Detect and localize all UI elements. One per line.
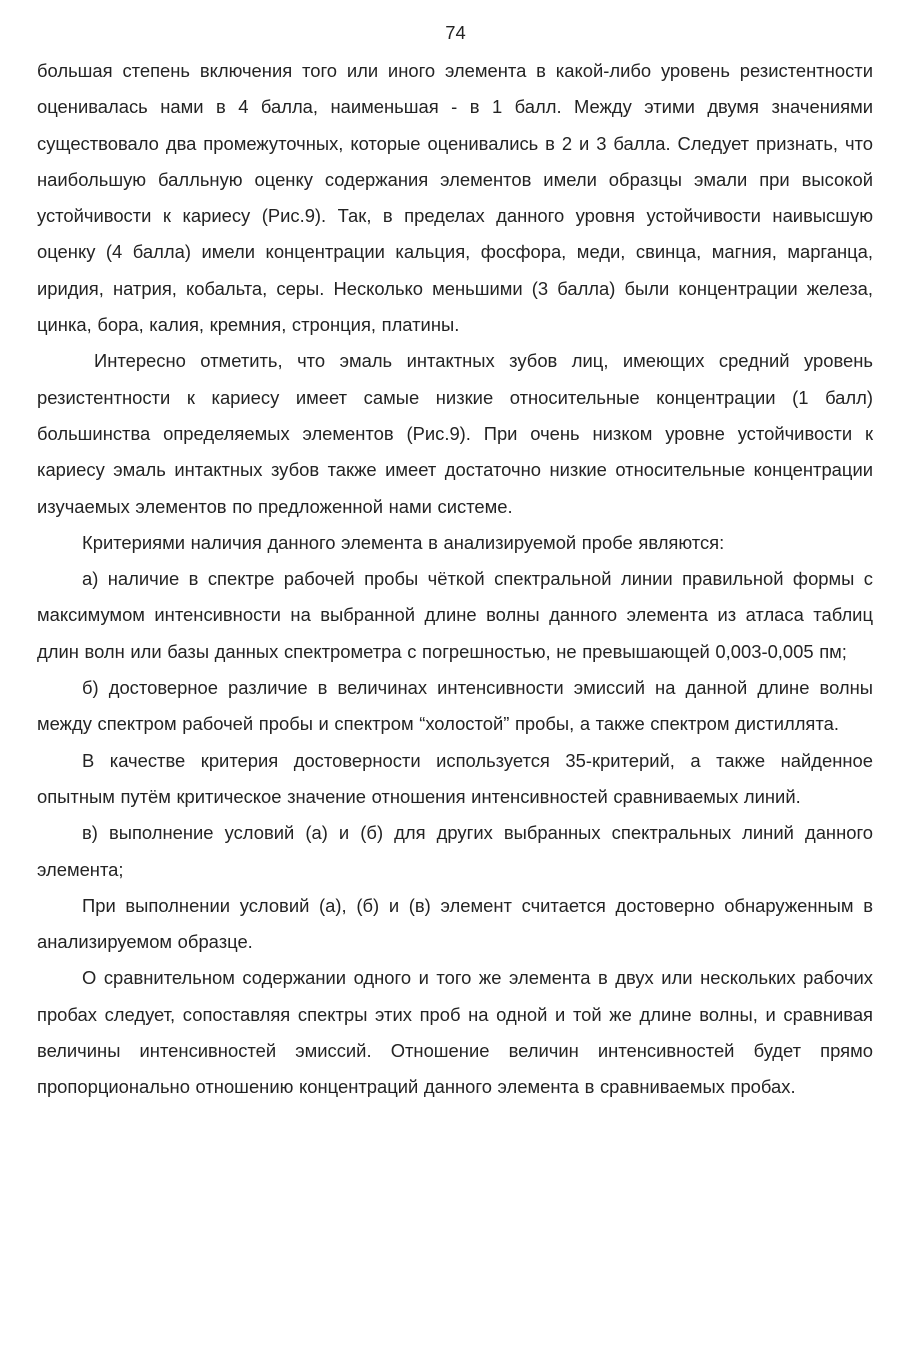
- paragraph-detection-conclusion: При выполнении условий (а), (б) и (в) элемент считается достоверно обнаруженным в анализируемом образце.: [37, 894, 873, 953]
- paragraph-comparative-content: О сравнительном содержании одного и того же элемента в двух или нескольких рабочих пробах следует, сопоставляя спектры этих проб на одной и той же длине волны, и сравнивая величины интенсивностей эмиссий. Отношение величин интенсивностей будет прямо пропорционально отношению концентраций данного элемента в сравниваемых пробах.: [37, 967, 873, 1098]
- paragraph-resistance-scoring: большая степень включения того или иного элемента в какой-либо уровень резистентности оценивалась нами в 4 балла, наименьшая - в 1 балл. Между этими двумя значениями существовало два промежуточных, которые оценивались в 2 и 3 балла. Следует признать, что наибольшую балльную оценку содержания элементов имели образцы эмали при высокой устойчивости к кариесу (Рис.9). Так, в пределах данного уровня устойчивости наивысшую оценку (4 балла) имели концентрации кальция, фосфора, меди, свинца, магния, марганца, иридия, натрия, кобальта, серы. Несколько меньшими (3 балла) были концентрации железа, цинка, бора, калия, кремния, стронция, платины.: [37, 60, 873, 336]
- paragraph-criterion-a: а) наличие в спектре рабочей пробы чёткой спектральной линии правильной формы с максимумом интенсивности на выбранной длине волны данного элемента из атласа таблиц длин волн или базы данных спектрометра с погрешностью, не превышающей 0,003-0,005 пм;: [37, 568, 873, 662]
- paragraph-medium-resistance: Интересно отметить, что эмаль интактных зубов лиц, имеющих средний уровень резистентности к кариесу имеет самые низкие относительные концентрации (1 балл) большинства определяемых элементов (Рис.9). При очень низком уровне устойчивости к кариесу эмаль интактных зубов также имеет достаточно низкие относительные концентрации изучаемых элементов по предложенной нами системе.: [37, 350, 873, 517]
- page-number: 74: [445, 22, 466, 43]
- paragraph-criterion-b: б) достоверное различие в величинах интенсивности эмиссий на данной длине волны между спектром рабочей пробы и спектром “холостой” пробы, а также спектром дистиллята.: [37, 677, 873, 735]
- paragraph-reliability-criterion: В качестве критерия достоверности используется 35-критерий, а также найденное опытным путём критическое значение отношения интенсивностей сравниваемых линий.: [37, 749, 873, 807]
- paragraph-criterion-c: в) выполнение условий (а) и (б) для других выбранных спектральных линий данного элемента;: [37, 822, 873, 880]
- text-body: [37, 53, 873, 1106]
- paragraph-criteria-intro: Критериями наличия данного элемента в анализируемой пробе являются:: [82, 531, 725, 553]
